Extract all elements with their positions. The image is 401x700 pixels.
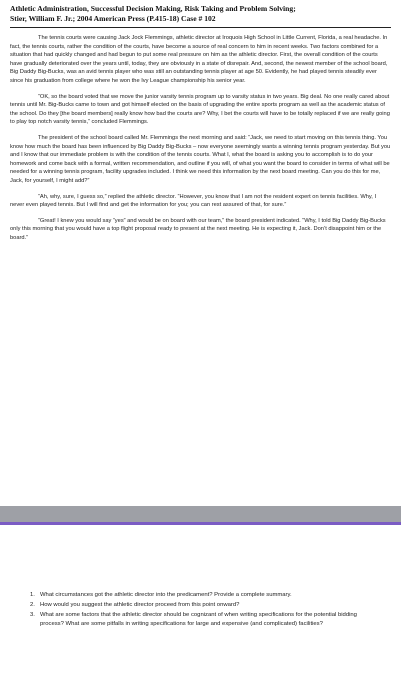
questions-list bbox=[30, 591, 380, 630]
paragraph: “Ah, why, sure, I guess so,” replied the athletic director. “However, you know that I am not the resident expert on tennis facilities. Why, I never even played tennis. But I will find and get the information for you; you can rest assured of that, for sure.” bbox=[10, 193, 377, 209]
question-item bbox=[30, 591, 380, 600]
header-line-1: Athletic Administration, Successful Decision Making, Risk Taking and Problem Solving; bbox=[10, 4, 296, 13]
header-line-2: Stier, William F. Jr.; 2004 American Press (P.415-18) Case # 102 bbox=[10, 14, 216, 23]
question-text: How would you suggest the athletic director proceed from this point onward? bbox=[40, 602, 240, 608]
document-header bbox=[10, 4, 391, 28]
paragraph: The tennis courts were causing Jack Jock Flemmings, athletic director at Iroquois High School in Little Current, Florida, a real headache. In fact, the tennis courts, rather the condition of the courts, have become a source of real concern to him in recent weeks. Two factors combined for a situation that had quickly changed and had begun to put some real pressure on him as the athletic director. First, the overall condition of the courts have gradually deteriorated over the years until, today, they are obviously in a state of disrepair. And, second, the newest member of the school board, Big Daddy Big-Bucks, was an avid tennis player who was still an outstanding tennis player at age 50. Evidently, he had played tennis steadily ever since his graduation from college where he won the Ivy League championship his senior year. bbox=[10, 35, 388, 84]
question-number: 1. bbox=[30, 592, 35, 598]
question-item bbox=[30, 611, 380, 629]
question-text: What circumstances got the athletic director into the predicament? Provide a complete summary. bbox=[40, 592, 292, 598]
question-number: 3. bbox=[30, 612, 35, 618]
page-separator-accent bbox=[0, 522, 401, 525]
page-separator-band bbox=[0, 506, 401, 522]
paragraph: “OK, so the board voted that we move the junior varsity tennis program up to varsity status in two years. Big deal. No one really cared about tennis until Mr. Big-Bucks came to town and got himself elected on the basis of upgrading the entire sports program as well as the academic status of the school. Do they [the board members] really know how bad the courts are? Why, I bet the courts will have to be totally replaced if we are really going to play top notch varsity tennis,” concluded Flemmings. bbox=[10, 93, 390, 126]
question-number: 2. bbox=[30, 602, 35, 608]
paragraph: The president of the school board called Mr. Flemmings the next morning and said: “Jack, we need to start moving on this tennis thing. You know how much the board has been influenced by Big Daddy Big-Bucks – now everyone seemingly wants a winning tennis program yesterday. But you and I know that our immediate problem is with the condition of the tennis courts. What I, what the board is asking you to accomplish is to do your homework and come back with a formal, written recommendation, and outline if you will, of what you want the board to consider in terms of what will be needed for a winning tennis program, facility upgrades included. I think we need this information by the next board meeting. Can you do this for me, Jack, for yourself, I might add?” bbox=[10, 134, 391, 184]
question-text: What are some factors that the athletic director should be cognizant of when writing specifications for the potential bidding process? What are some pitfalls in writing specifications for large and expensive (and complicated) facilities? bbox=[40, 612, 357, 627]
paragraph: “Great! I knew you would say “yes” and would be on board with our team,” the board president indicated. “Why, I told Big Daddy Big-Bucks only this morning that you would have a top flight proposal ready to present at the next meeting. He is expecting it, Jack. Don’t disappoint him or the board.” bbox=[10, 217, 386, 241]
question-item bbox=[30, 601, 380, 610]
